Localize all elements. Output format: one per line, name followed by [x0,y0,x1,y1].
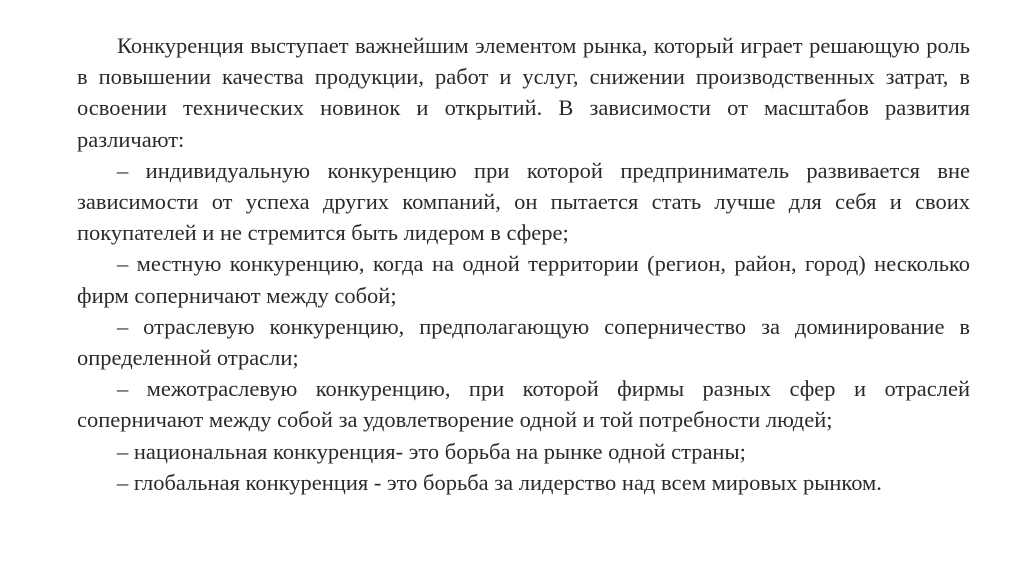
list-item-global: – глобальная конкуренция - это борьба за лидерство над всем мировых рынком. [117,469,882,495]
text-block [77,30,970,498]
list-item-individual: – индивидуальную конкуренцию при которой предприниматель развивается вне зависимости от успеха других компаний, он пытается стать лучше для себя и своих покупателей и не стремится быть лидером в сфере; [77,157,970,246]
list-item-national: – национальная конкуренция- это борьба на рынке одной страны; [117,438,746,464]
list-item-local: – местную конкуренцию, когда на одной территории (регион, район, город) несколько фирм соперничают между собой; [77,251,970,308]
list-item-industry: – отраслевую конкуренцию, предполагающую соперничество за доминирование в определенной отрасли; [77,313,970,371]
list-item-interindustry: – межотраслевую конкуренцию, при которой фирмы разных сфер и отраслей соперничают между собой за удовлетворение одной и той потребности людей; [77,376,970,433]
paragraph-intro: Конкуренция выступает важнейшим элементом рынка, который играет решающую роль в повышении качества продукции, работ и услуг, снижении производственных затрат, в освоении технических новинок и открытий. В зависимости от масштабов развития различают: [77,33,970,152]
